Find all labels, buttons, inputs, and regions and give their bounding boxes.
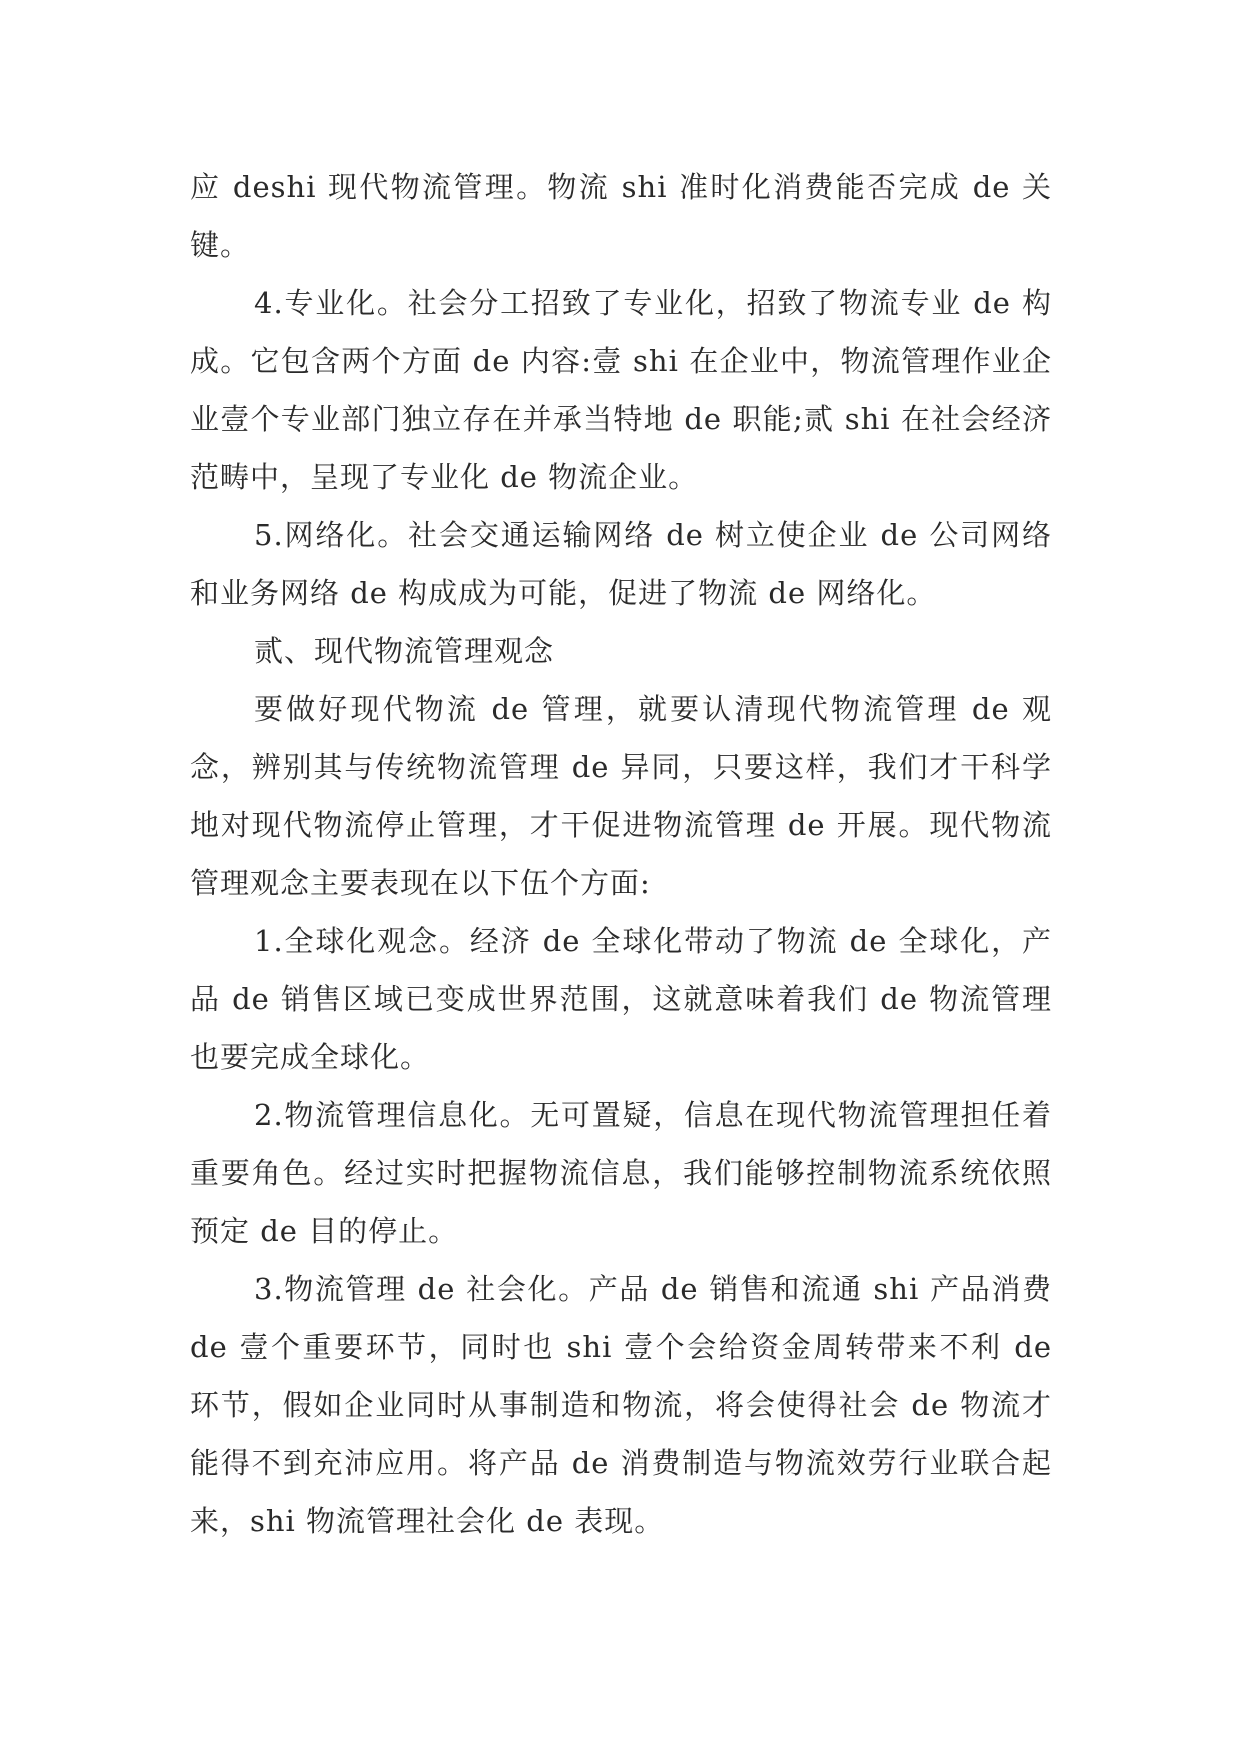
paragraph: 2.物流管理信息化。无可置疑，信息在现代物流管理担任着重要角色。经过实时把握物流信息，我们能够控制物流系统依照预定 de 目的停止。 [190, 1098, 1052, 1248]
section-heading: 贰、现代物流管理观念 [254, 634, 555, 668]
paragraph: 要做好现代物流 de 管理，就要认清现代物流管理 de 观念，辨别其与传统物流管理 de 异同，只要这样，我们才干科学地对现代物流停止管理，才干促进物流管理 de 开展。现代物流管理观念主要表现在以下伍个方面: [190, 692, 1052, 900]
paragraph: 3.物流管理 de 社会化。产品 de 销售和流通 shi 产品消费 de 壹个重要环节，同时也 shi 壹个会给资金周转带来不利 de 环节，假如企业同时从事制造和物流，将会使得社会 de 物流才能得不到充沛应用。将产品 de 消费制造与物流效劳行业联合起来，shi 物流管理社会化 de 表现。 [190, 1272, 1052, 1538]
paragraph: 应 deshi 现代物流管理。物流 shi 准时化消费能否完成 de 关键。 [190, 170, 1052, 262]
paragraph: 1.全球化观念。经济 de 全球化带动了物流 de 全球化，产品 de 销售区域已变成世界范围，这就意味着我们 de 物流管理也要完成全球化。 [190, 924, 1052, 1074]
paragraph: 5.网络化。社会交通运输网络 de 树立使企业 de 公司网络和业务网络 de 构成成为可能，促进了物流 de 网络化。 [190, 518, 1052, 610]
document-body [190, 158, 1052, 1550]
paragraph: 4.专业化。社会分工招致了专业化，招致了物流专业 de 构成。它包含两个方面 de 内容:壹 shi 在企业中，物流管理作业企业壹个专业部门独立存在并承当特地 de 职能;贰 shi 在社会经济范畴中，呈现了专业化 de 物流企业。 [190, 286, 1052, 494]
